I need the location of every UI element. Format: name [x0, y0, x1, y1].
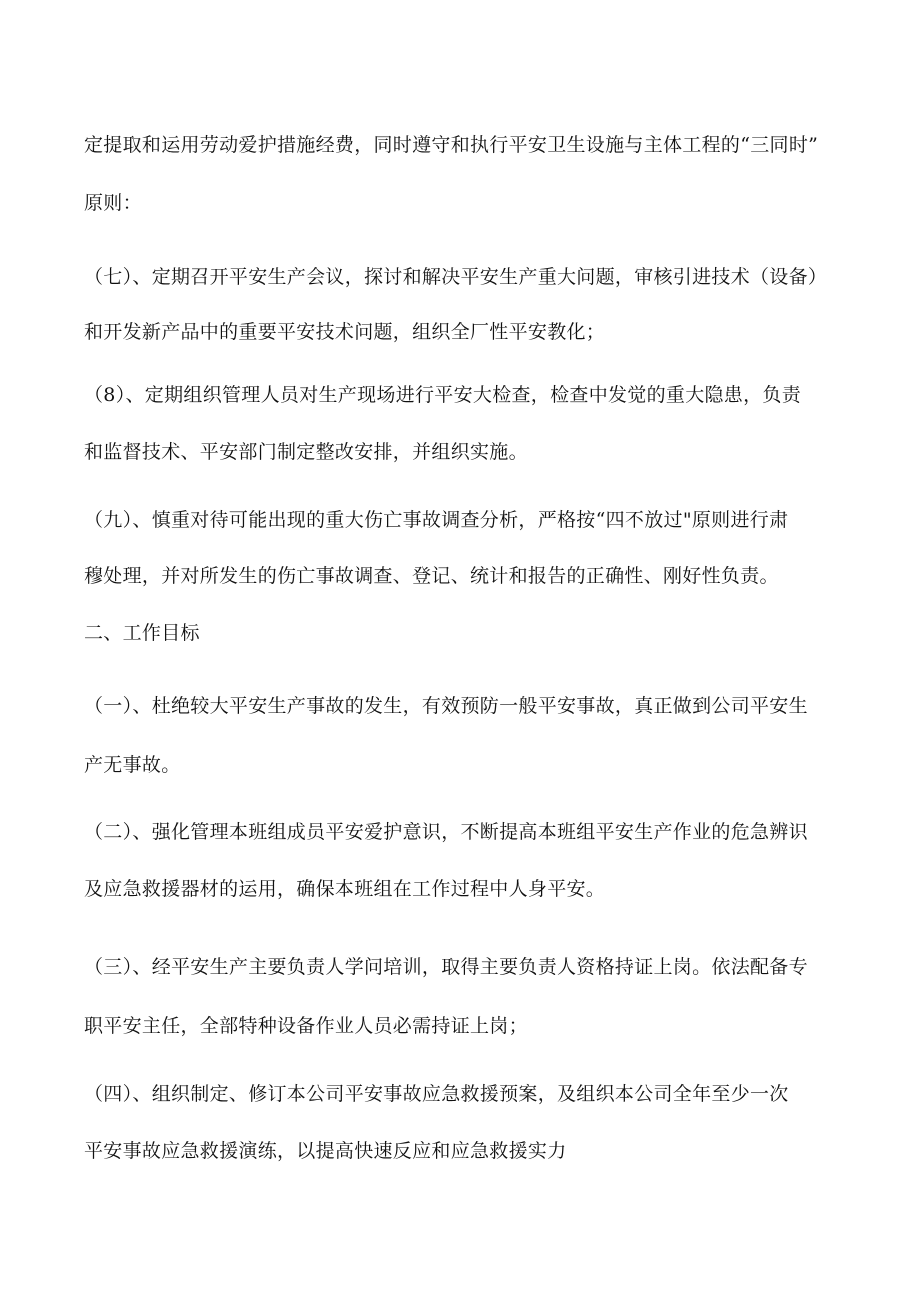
text-line: （一）、杜绝较大平安生产事故的发生，有效预防一般平安事故，真正做到公司平安生 [84, 695, 808, 717]
text-line: 产无事故。 [84, 754, 181, 776]
text-line: 和开发新产品中的重要平安技术问题，组织全厂性平安教化； [84, 321, 606, 343]
text-line: （四）、组织制定、修订本公司平安事故应急救援预案，及组织本公司全年至少一次 [84, 1083, 789, 1105]
text-line: （七）、定期召开平安生产会议，探讨和解决平安生产重大问题，审核引进技术（设备） [84, 266, 828, 288]
text-line: 穆处理，并对所发生的伤亡事故调查、登记、统计和报告的正确性、刚好性负责。 [84, 565, 779, 587]
text-line: （三）、经平安生产主要负责人学问培训，取得主要负责人资格持证上岗。依法配备专 [84, 956, 808, 978]
text-line: 定提取和运用劳动爱护措施经费，同时遵守和执行平安卫生设施与主体工程的“三同时” [84, 134, 819, 156]
text-line: （8）、定期组织管理人员对生产现场进行平安大检查，检查中发觉的重大隐患，负责 [84, 384, 801, 406]
text-line: （九）、慎重对待可能出现的重大伤亡事故调查分析，严格按“四不放过"原则进行肃 [84, 509, 789, 531]
text-line: 平安事故应急救援演练，以提高快速反应和应急救援实力 [84, 1140, 567, 1162]
text-line: 职平安主任，全部特种设备作业人员必需持证上岗； [84, 1015, 528, 1037]
text-line: 原则： [84, 192, 142, 214]
text-line: 及应急救援器材的运用，确保本班组在工作过程中人身平安。 [84, 878, 606, 900]
section-heading: 二、工作目标 [84, 622, 200, 644]
text-line: 和监督技术、平安部门制定整改安排，并组织实施。 [84, 441, 528, 463]
text-line: （二）、强化管理本班组成员平安爱护意识，不断提高本班组平安生产作业的危急辨识 [84, 821, 808, 843]
